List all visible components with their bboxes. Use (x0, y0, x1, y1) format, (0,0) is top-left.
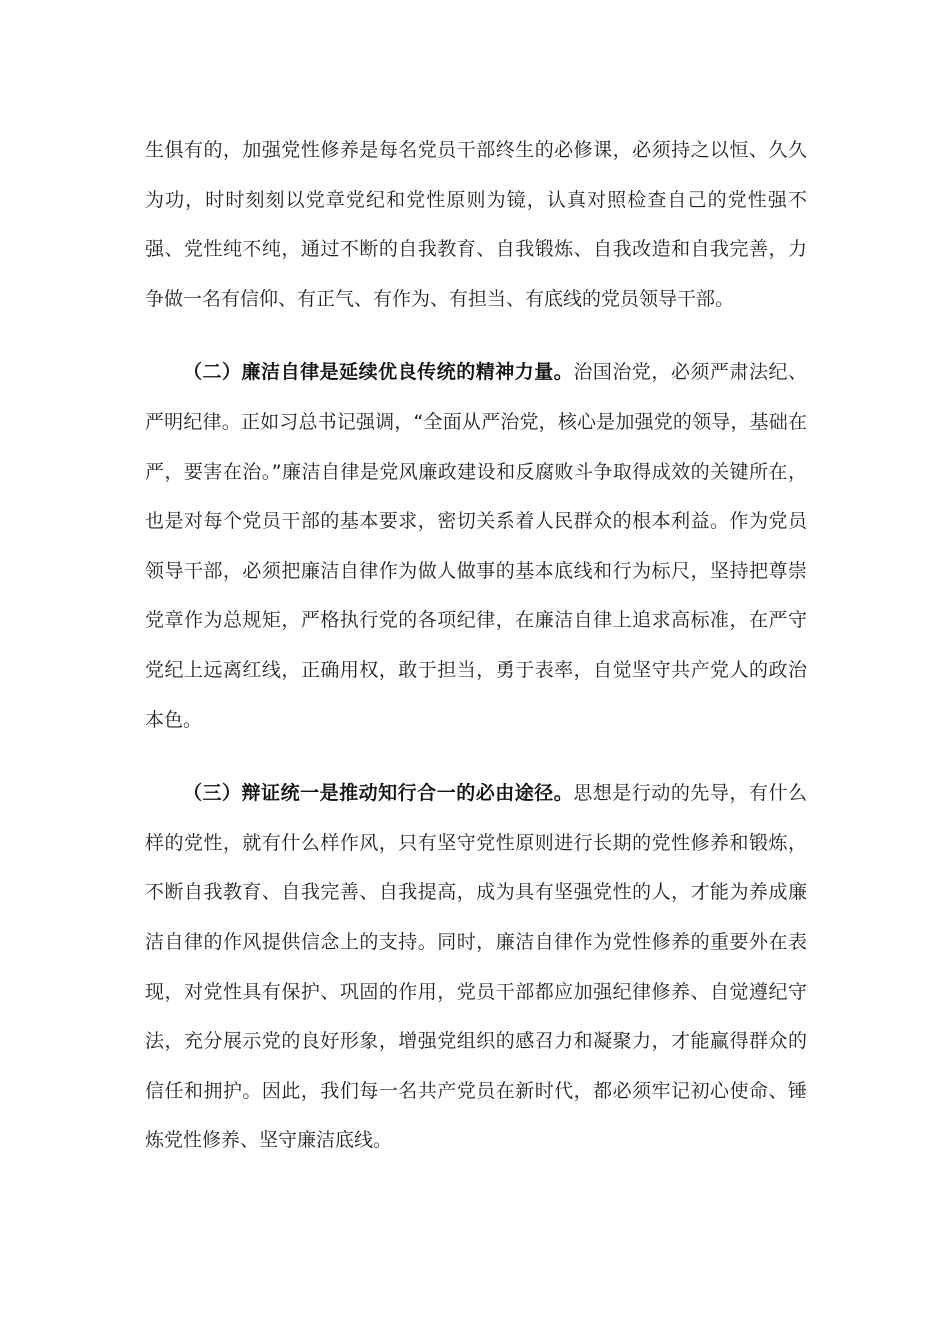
paragraph-1 (145, 126, 807, 324)
paragraph-2-text: 治国治党，必须严肃法纪、严明纪律。正如习总书记强调，“全面从严治党，核心是加强党的领导，基础在严，要害在治。”廉洁自律是党风廉政建设和反腐败斗争取得成效的关键所在，也是对每个党员干部的基本要求，密切关系着人民群众的根本利益。作为党员领导干部，必须把廉洁自律作为做人做事的基本底线和行为标尺，坚持把尊崇党章作为总规矩，严格执行党的各项纪律，在廉洁自律上追求高标准，在严守党纪上远离红线，正确用权，敢于担当，勇于表率，自觉坚守共产党人的政治本色。 (145, 361, 807, 731)
paragraph-1-text: 生俱有的，加强党性修养是每名党员干部终生的必修课，必须持之以恒、久久为功，时时刻刻以党章党纪和党性原则为镜，认真对照检查自己的党性强不强、党性纯不纯，通过不断的自我教育、自我锻炼、自我改造和自我完善，力争做一名有信仰、有正气、有作为、有担当、有底线的党员领导干部。 (145, 139, 807, 310)
paragraph-3 (145, 769, 807, 1166)
paragraph-3-text: 思想是行动的先导，有什么样的党性，就有什么样作风，只有坚守党性原则进行长期的党性修养和锻炼，不断自我教育、自我完善、自我提高，成为具有坚强党性的人，才能为养成廉洁自律的作风提供信念上的支持。同时，廉洁自律作为党性修养的重要外在表现，对党性具有保护、巩固的作用，党员干部都应加强纪律修养、自觉遵纪守法，充分展示党的良好形象，增强党组织的感召力和凝聚力，才能赢得群众的信任和拥护。因此，我们每一名共产党员在新时代，都必须牢记初心使命、锤炼党性修养、坚守廉洁底线。 (145, 782, 807, 1152)
paragraph-3-heading: （三）辩证统一是推动知行合一的必由途径。 (183, 782, 574, 805)
paragraph-2 (145, 348, 807, 745)
document-body (145, 126, 807, 1166)
paragraph-2-heading: （二）廉洁自律是延续优良传统的精神力量。 (183, 361, 574, 384)
